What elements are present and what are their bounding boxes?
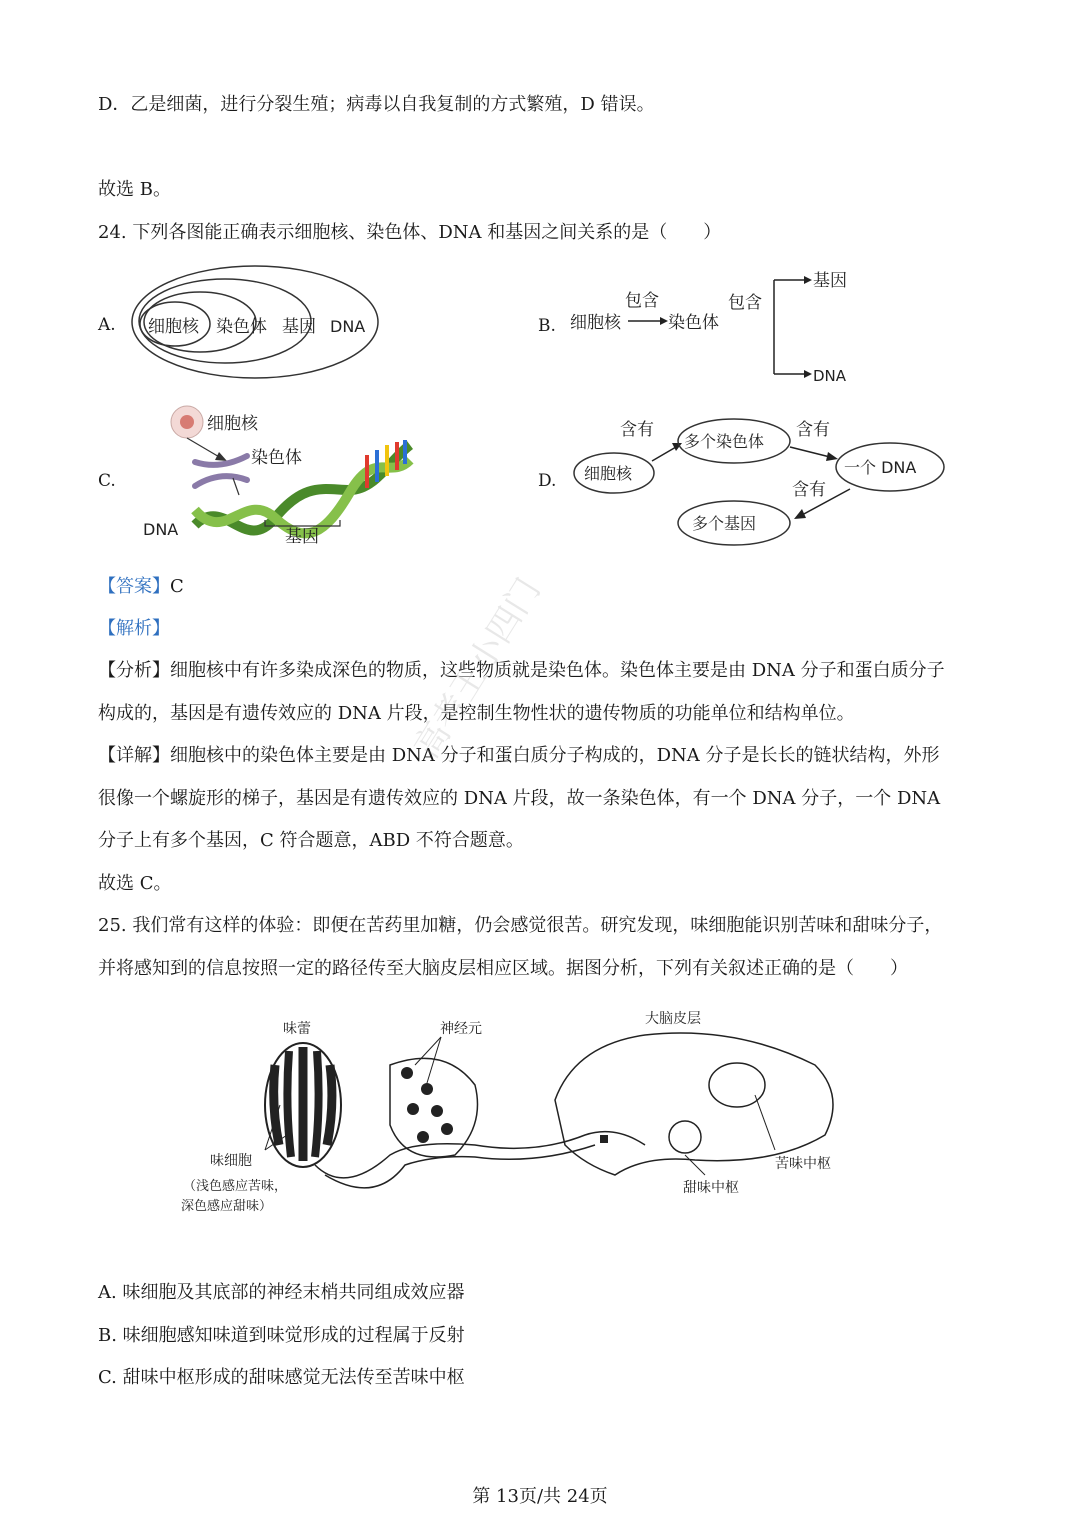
c-chromosome-label: 染色体 <box>251 448 302 468</box>
cortex-label: 大脑皮层 <box>645 1011 701 1027</box>
q24-stem: 24. 下列各图能正确表示细胞核、染色体、DNA 和基因之间关系的是（ ） <box>98 222 722 243</box>
c-dna-label: DNA <box>143 520 179 539</box>
analysis-line-1: 【分析】细胞核中有许多染成深色的物质，这些物质就是染色体。染色体主要是由 DNA 分子和蛋白质分子 <box>98 660 945 681</box>
prev-option-d-explanation: D．乙是细菌，进行分裂生殖；病毒以自我复制的方式繁殖，D 错误。 <box>98 94 655 115</box>
answer-value: C <box>170 576 184 597</box>
analysis-label: 【解析】 <box>98 618 170 639</box>
q24-option-c-diagram <box>135 400 425 560</box>
prev-conclusion: 故选 B。 <box>98 179 171 200</box>
q24-option-a-diagram <box>130 262 390 382</box>
q24-option-a-letter: A. <box>98 315 116 335</box>
c-nucleus-label: 细胞核 <box>207 414 258 434</box>
q25-option-a: A. 味细胞及其底部的神经末梢共同组成效应器 <box>98 1282 465 1303</box>
a-nucleus-label: 细胞核 <box>148 317 199 337</box>
detail-line-3: 分子上有多个基因，C 符合题意，ABD 不符合题意。 <box>98 830 524 851</box>
b-dna-label: DNA <box>813 367 847 385</box>
bitter-center-label: 苦味中枢 <box>775 1156 831 1172</box>
q25-stem-line-1: 25. 我们常有这样的体验：即便在苦药里加糖，仍会感觉很苦。研究发现，味细胞能识别苦味和甜味分子， <box>98 915 943 936</box>
q24-option-c-letter: C. <box>98 471 116 491</box>
q25-option-c: C. 甜味中枢形成的甜味感觉无法传至苦味中枢 <box>98 1367 465 1388</box>
q24-option-d-letter: D. <box>538 471 557 491</box>
taste-cell-label: 味细胞 <box>210 1153 252 1169</box>
a-gene-label: 基因 <box>282 317 316 337</box>
detail-line-1: 【详解】细胞核中的染色体主要是由 DNA 分子和蛋白质分子构成的，DNA 分子是长长的链状结构，外形 <box>98 745 940 766</box>
answer-label: 【答案】 <box>98 576 170 597</box>
page-footer: 第 13页/共 24页 <box>472 1486 608 1507</box>
q24-option-d-diagram <box>560 405 960 555</box>
detail-line-2: 很像一个螺旋形的梯子，基因是有遗传效应的 DNA 片段，故一条染色体，有一个 DNA 分子，一个 DNA <box>98 788 941 809</box>
d-has-2: 含有 <box>796 420 830 440</box>
d-nucleus-label: 细胞核 <box>584 464 633 483</box>
q24-option-b-letter: B. <box>538 316 556 336</box>
d-genes-label: 多个基因 <box>692 514 757 533</box>
d-has-1: 含有 <box>620 420 654 440</box>
q24-option-b-diagram <box>560 262 880 392</box>
q25-taste-pathway-figure <box>175 1005 855 1220</box>
watermark: 高考王小四门 <box>406 571 549 766</box>
neuron-label: 神经元 <box>440 1021 482 1037</box>
q25-option-b: B. 味细胞感知味道到味觉形成的过程属于反射 <box>98 1325 465 1346</box>
c-gene-label: 基因 <box>285 527 319 547</box>
sweet-center-label: 甜味中枢 <box>683 1180 739 1196</box>
d-chromosomes-label: 多个染色体 <box>684 432 765 451</box>
d-has-3: 含有 <box>792 480 826 500</box>
q24-answer <box>98 575 184 599</box>
b-gene-label: 基因 <box>813 271 847 291</box>
taste-cell-note-1: （浅色感应苦味， <box>183 1179 288 1194</box>
q24-conclusion: 故选 C。 <box>98 873 172 894</box>
b-contains-1: 包含 <box>625 291 659 311</box>
b-chromosome-label: 染色体 <box>668 313 719 333</box>
taste-cell-note-2: 深色感应甜味） <box>181 1199 273 1214</box>
b-contains-2: 包含 <box>728 293 762 313</box>
analysis-line-2: 构成的，基因是有遗传效应的 DNA 片段，是控制生物性状的遗传物质的功能单位和结构单位。 <box>98 703 855 724</box>
a-chromosome-label: 染色体 <box>216 317 267 337</box>
d-dna-label: 一个 DNA <box>844 458 917 477</box>
q25-stem-line-2: 并将感知到的信息按照一定的路径传至大脑皮层相应区域。据图分析，下列有关叙述正确的是（ ） <box>98 958 908 979</box>
a-dna-label: DNA <box>330 317 366 336</box>
b-nucleus-label: 细胞核 <box>570 313 621 333</box>
taste-bud-label: 味蕾 <box>283 1021 311 1037</box>
